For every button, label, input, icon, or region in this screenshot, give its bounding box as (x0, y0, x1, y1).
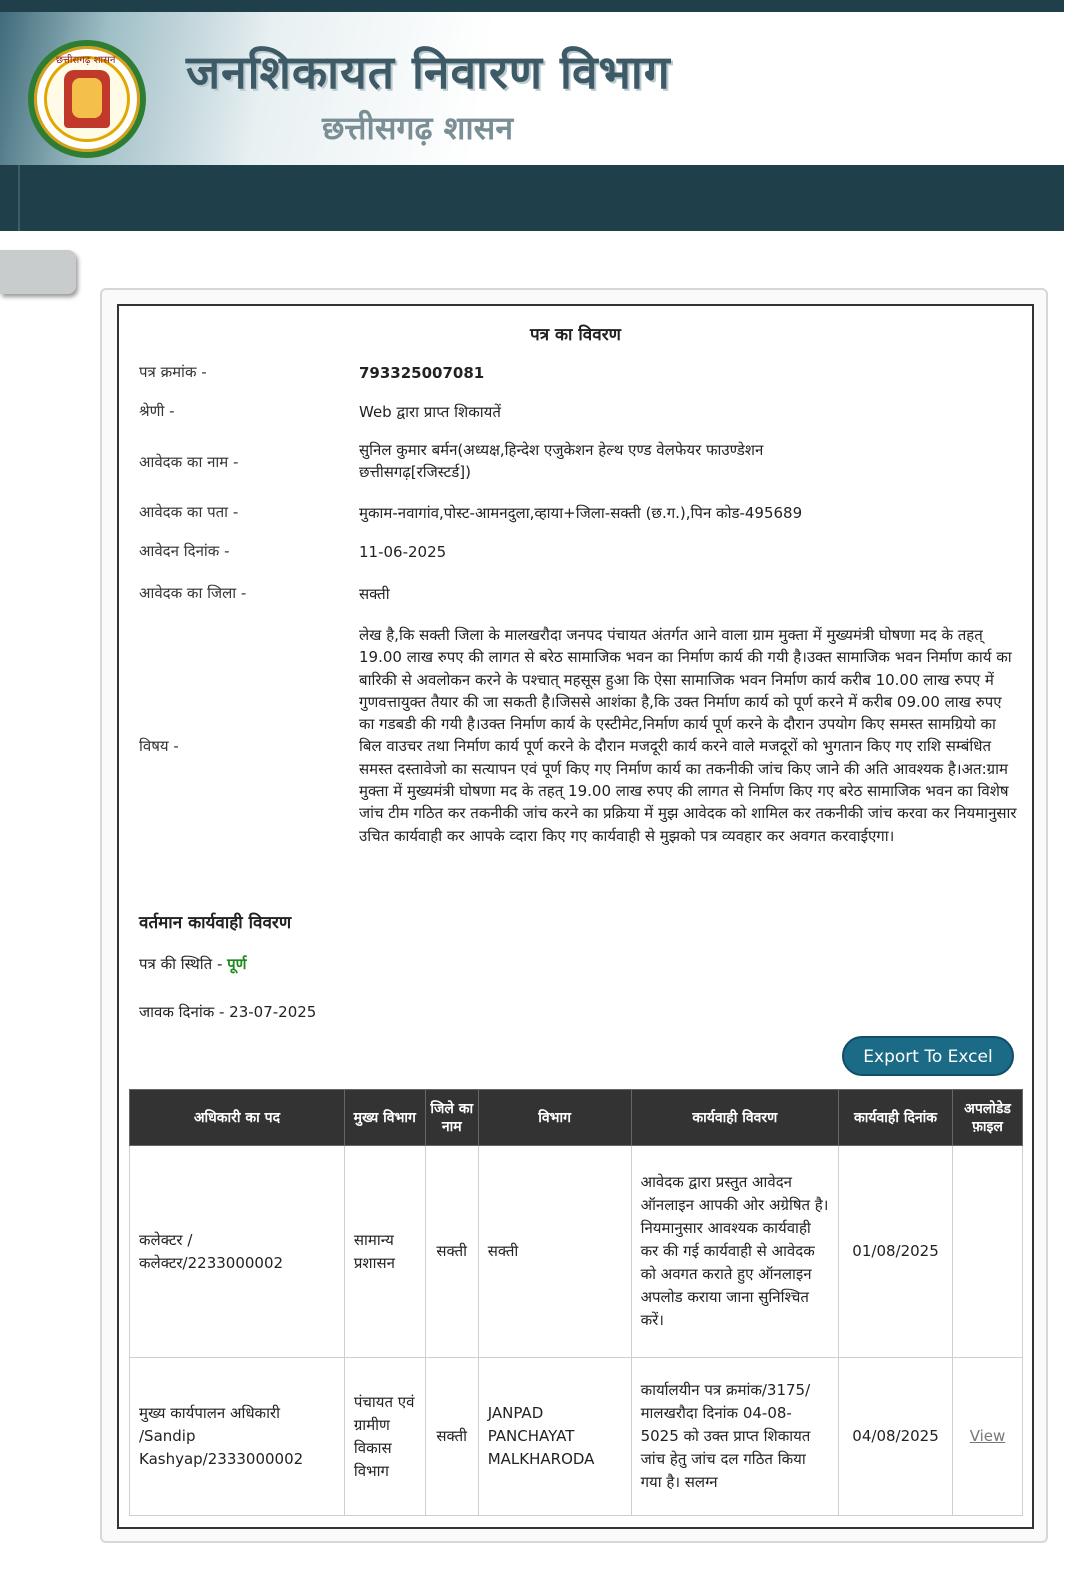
emblem-lion-capital (64, 70, 110, 128)
letter-details-box (117, 304, 1034, 1529)
cell-district: सक्ती (425, 1358, 478, 1516)
applicant-name-value: सुनिल कुमार बर्मन(अध्यक्ष,हिन्देश एजुकेशन हेल्थ एण्ड वेलफेयर फाउण्डेशन छत्तीसगढ़[रजिस्टर्ड]) (359, 441, 764, 481)
district-value: सक्ती (359, 585, 390, 603)
panel-title: पत्र का विवरण (530, 325, 621, 345)
district-label: आवेदक का जिला - (139, 584, 247, 602)
cell-district: सक्ती (425, 1146, 478, 1358)
category-value: Web द्वारा प्राप्त शिकायतें (359, 403, 501, 421)
side-menu-tab[interactable] (0, 250, 76, 294)
cell-dept: सक्ती (478, 1146, 631, 1358)
cell-date: 01/08/2025 (839, 1146, 953, 1358)
site-title: जनशिकायत निवारण विभाग (186, 45, 671, 99)
col-header-district: जिले का नाम (425, 1090, 478, 1146)
cell-officer: कलेक्टर / कलेक्टर/2233000002 (130, 1146, 345, 1358)
table-row (130, 1146, 1023, 1358)
status-line (139, 954, 247, 974)
navigation-bar (0, 165, 1064, 231)
cell-main-dept: सामान्य प्रशासन (344, 1146, 425, 1358)
status-badge: पूर्ण (227, 955, 247, 973)
view-file-link[interactable]: View (969, 1427, 1006, 1445)
site-subtitle: छत्तीसगढ़ शासन (322, 109, 514, 147)
col-header-officer: अधिकारी का पद (130, 1090, 345, 1146)
col-header-action: कार्यवाही विवरण (631, 1090, 839, 1146)
cell-main-dept: पंचायत एवं ग्रामीण विकास विभाग (344, 1358, 425, 1516)
cell-date: 04/08/2025 (839, 1358, 953, 1516)
current-action-heading: वर्तमान कार्यवाही विवरण (139, 913, 292, 933)
cell-file (953, 1358, 1023, 1516)
cell-dept: JANPAD PANCHAYAT MALKHARODA (478, 1358, 631, 1516)
subject-label: विषय - (139, 737, 179, 755)
state-emblem-icon (28, 40, 146, 158)
table-row (130, 1358, 1023, 1516)
application-date-value: 11-06-2025 (359, 543, 447, 561)
right-margin (1064, 0, 1080, 1587)
cell-officer: मुख्य कार्यपालन अधिकारी /Sandip Kashyap/2333000002 (130, 1358, 345, 1516)
applicant-name-label: आवेदक का नाम - (139, 453, 239, 471)
action-table (129, 1089, 1023, 1516)
subject-text: लेख है,कि सक्ती जिला के मालखरौदा जनपद पंचायत अंतर्गत आने वाला ग्राम मुक्ता में मुख्यमंत्री घोषणा मद के तहत् 19.00 लाख रुपए की लागत से बरेठ सामाजिक भवन का निर्माण कार्य की गयी है।उक्त सामाजिक भवन निर्माण कार्य का बारिकी से अवलोकन करने के पश्चात् महसूस हुआ कि ऐसा सामाजिक भवन निर्माण कार्य करीब 10.00 लाख रुपए में गुणवत्तायुक्त तैयार की जा सकती है।जिससे आशंका है,कि उक्त निर्माण कार्य को पूर्ण करने में करीब 09.00 लाख रुपए का गडबडी की गयी है।उक्त निर्माण कार्य के एस्टीमेट,निर्माण कार्य पूर्ण करने के दौरान उपयोग किए समस्त सामग्रियो का बिल वाउचर तथा निर्माण कार्य पूर्ण करने के दौरान मजदूरी कार्य करने वाले मजदूरों को भुगतान किए गए राशि सम्बंधित समस्त दस्तावेजो का सत्यापन एवं पूर्ण किए गए निर्माण कार्य का तकनीकी जांच किए जाने की अति आवश्यक है।अत:ग्राम मुक्ता में मुख्यमंत्री घोषणा मद के तहत् 19.00 लाख रुपए की लागत से निर्माण किए गए बरेठ सामाजिक भवन का विशेष जांच टीम गठित कर तकनीकी जांच करने का प्रक्रिया में मुझ आवेदक को शामिल कर तकनीकी जांच करवा कर नियमानुसार उचित कार्यवाही कर आपके व्दारा किए गए कार्यवाही से मुझको पत्र व्यवहार कर अवगत करवाईएगा। (359, 626, 1017, 845)
emblem-text: छत्तीसगढ़ शासन (56, 55, 116, 66)
col-header-main-dept: मुख्य विभाग (344, 1090, 425, 1146)
table-header-row (130, 1090, 1023, 1146)
category-label: श्रेणी - (139, 402, 175, 420)
letter-no-value: 793325007081 (359, 364, 485, 382)
applicant-address-label: आवेदक का पता - (139, 503, 239, 521)
export-to-excel-button[interactable]: Export To Excel (842, 1036, 1014, 1076)
cell-file (953, 1146, 1023, 1358)
col-header-date: कार्यवाही दिनांक (839, 1090, 953, 1146)
cell-action: आवेदक द्वारा प्रस्तुत आवेदन ऑनलाइन आपकी ओर अग्रेषित है। नियमानुसार आवश्यक कार्यवाही कर की गई कार्यवाही से आवेदक को अवगत कराते हुए ऑनलाइन अपलोड कराया जाना सुनिश्चित करें। (631, 1146, 839, 1358)
header-banner (0, 12, 1080, 165)
col-header-file: अपलोडेड फ़ाइल (953, 1090, 1023, 1146)
letter-no-label: पत्र क्रमांक - (139, 363, 207, 381)
cell-action: कार्यालयीन पत्र क्रमांक/3175/ मालखरौदा दिनांक 04-08-5025 को उक्त प्राप्त शिकायत जांच हेतु जांच दल गठित किया गया है। सलग्न (631, 1358, 839, 1516)
application-date-label: आवेदन दिनांक - (139, 542, 230, 560)
status-label: पत्र की स्थिति - (139, 955, 228, 973)
nav-divider (18, 165, 20, 231)
closing-date: जावक दिनांक - 23-07-2025 (139, 1003, 317, 1021)
applicant-address-value: मुकाम-नवागांव,पोस्ट-आमनदुला,व्हाया+जिला-सक्ती (छ.ग.),पिन कोड-495689 (359, 504, 803, 522)
top-strip (0, 0, 1080, 12)
col-header-dept: विभाग (478, 1090, 631, 1146)
